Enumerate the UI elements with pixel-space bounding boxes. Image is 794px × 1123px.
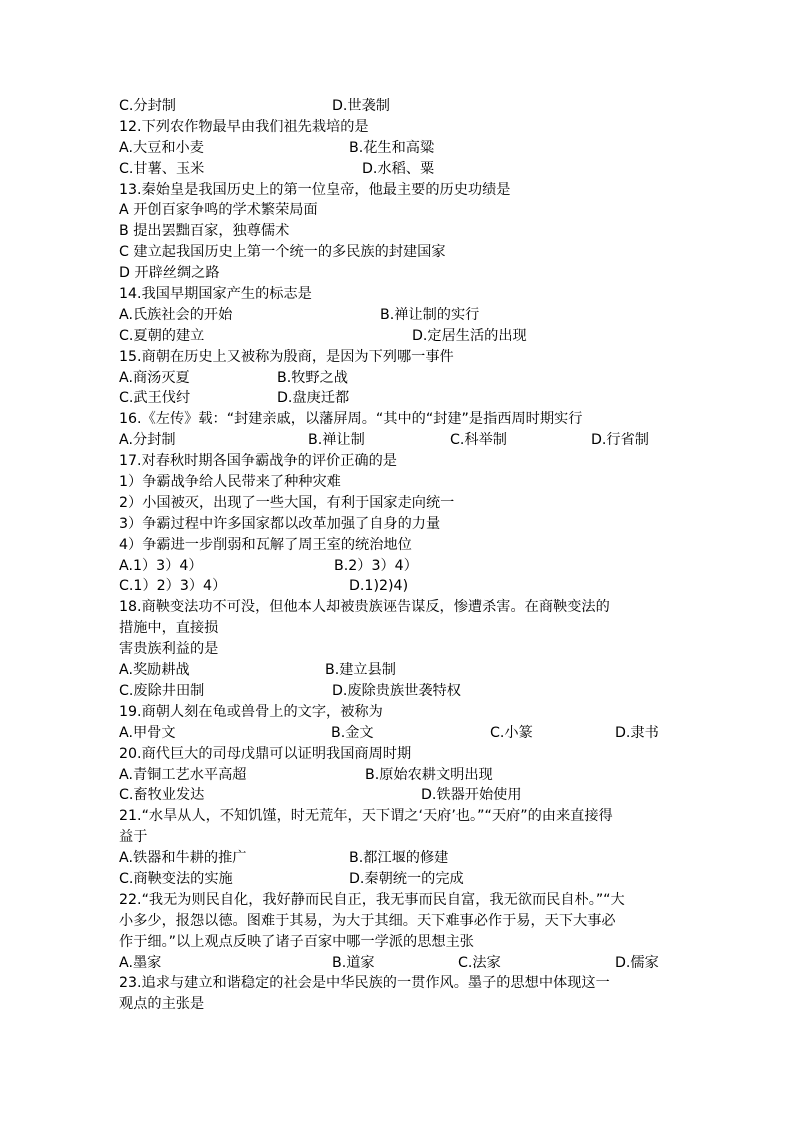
q18-options-row-1 [119, 660, 679, 681]
q17-statement-3: 3）争霸过程中许多国家都以改革加强了自身的力量 [119, 515, 441, 532]
q17-statement-1: 1）争霸战争给人民带来了种种灾难 [119, 474, 341, 491]
q18-stem-line-2: 措施中，直接损 [119, 620, 219, 637]
q12-option-b: B.花生和高粱 [349, 139, 435, 156]
q22-option-b: B.道家 [332, 954, 375, 971]
q15-option-d: D.盘庚迁都 [277, 390, 350, 407]
q13-option-c: C 建立起我国历史上第一个统一的多民族的封建国家 [119, 244, 446, 261]
q17-stem: 17.对春秋时期各国争霸战争的评价正确的是 [119, 453, 397, 470]
q18-stem-line-3: 害贵族利益的是 [119, 641, 219, 658]
q21-stem-line-1: 21.“水旱从人，不知饥馑，时无荒年，天下谓之‘天府’也。”“天府”的由来直接得 [119, 808, 613, 825]
q16-option-d: D.行省制 [591, 432, 649, 449]
q17-option-c: C.1）2）3）4） [119, 578, 227, 595]
q15-option-b: B.牧野之战 [277, 369, 348, 386]
q17-option-b: B.2）3）4） [334, 557, 418, 574]
q18-option-d: D.废除贵族世袭特权 [332, 682, 461, 699]
q22-option-a: A.墨家 [119, 954, 162, 971]
q19-options-row [119, 723, 679, 744]
q15-stem: 15.商朝在历史上又被称为殷商，是因为下列哪一事件 [119, 348, 454, 365]
q14-options-row-2 [119, 326, 679, 347]
q19-stem: 19.商朝人刻在龟或兽骨上的文字，被称为 [119, 703, 383, 720]
q22-stem-line-3: 作于细。”以上观点反映了诸子百家中哪一学派的思想主张 [119, 933, 474, 950]
q23-stem-line-2: 观点的主张是 [119, 996, 205, 1013]
q19-option-a: A.甲骨文 [119, 724, 176, 741]
q20-option-b: B.原始农耕文明出现 [365, 766, 493, 783]
q18-stem-line-1: 18.商鞅变法功不可没，但他本人却被贵族诬告谋反，惨遭杀害。在商鞅变法的 [119, 599, 610, 616]
q12-option-c: C.甘薯、玉米 [119, 160, 205, 177]
q20-option-c: C.畜牧业发达 [119, 787, 205, 804]
q20-option-d: D.铁器开始使用 [421, 787, 522, 804]
q22-stem-line-1: 22.“我无为则民自化，我好静而民自正，我无事而民自富，我无欲而民自朴。”“大 [119, 891, 625, 908]
q13-stem: 13.秦始皇是我国历史上的第一位皇帝，他最主要的历史功绩是 [119, 181, 511, 198]
q16-stem: 16.《左传》载：“封建亲戚，以藩屏周。“其中的“封建”是指西周时期实行 [119, 411, 583, 428]
q22-stem-line-2: 小多少，报怨以德。图难于其易，为大于其细。天下难事必作于易，天下大事必 [119, 912, 616, 929]
q11-option-c: C.分封制 [119, 98, 176, 114]
q18-option-b: B.建立县制 [325, 662, 396, 679]
q17-options-row-2 [119, 576, 679, 597]
q17-option-a: A.1）3）4） [119, 557, 203, 574]
q17-statement-4: 4）争霸进一步削弱和瓦解了周王室的统治地位 [119, 536, 412, 553]
q11-options-row [119, 96, 679, 117]
q22-options-row [119, 953, 679, 974]
q13-option-b: B 提出罢黜百家，独尊儒术 [119, 223, 290, 240]
q14-option-b: B.禅让制的实行 [380, 306, 480, 323]
q15-option-a: A.商汤灭夏 [119, 369, 190, 386]
q13-option-a: A 开创百家争鸣的学术繁荣局面 [119, 202, 318, 219]
q16-option-c: C.科举制 [450, 432, 507, 449]
q23-stem-line-1: 23.追求与建立和谐稳定的社会是中华民族的一贯作风。墨子的思想中体现这一 [119, 975, 610, 992]
q21-stem-line-2: 益于 [119, 829, 148, 846]
q18-option-a: A.奖励耕战 [119, 662, 190, 679]
q17-options-row-1 [119, 556, 679, 577]
q12-stem: 12.下列农作物最早由我们祖先栽培的是 [119, 118, 369, 135]
exam-page [119, 96, 679, 1015]
q21-options-row-1 [119, 848, 679, 869]
q19-option-b: B.金文 [331, 724, 374, 741]
q19-option-c: C.小篆 [490, 724, 533, 741]
q14-stem: 14.我国早期国家产生的标志是 [119, 286, 312, 303]
q15-options-row-1 [119, 368, 679, 389]
q21-option-a: A.铁器和牛耕的推广 [119, 850, 247, 867]
q22-option-c: C.法家 [458, 954, 501, 971]
q16-option-a: A.分封制 [119, 432, 176, 449]
q15-option-c: C.武王伐纣 [119, 390, 191, 407]
q18-option-c: C.废除井田制 [119, 682, 205, 699]
q20-options-row-2 [119, 785, 679, 806]
q19-option-d: D.隶书 [615, 724, 659, 741]
q12-options-row-2 [119, 159, 679, 180]
q22-option-d: D.儒家 [615, 954, 659, 971]
q17-statement-2: 2）小国被灭，出现了一些大国，有利于国家走向统一 [119, 494, 455, 511]
q12-option-d: D.水稻、粟 [362, 160, 435, 177]
q14-options-row-1 [119, 305, 679, 326]
q21-option-d: D.秦朝统一的完成 [349, 870, 464, 887]
q20-stem: 20.商代巨大的司母戊鼎可以证明我国商周时期 [119, 745, 412, 762]
q15-options-row-2 [119, 388, 679, 409]
q21-option-b: B.都江堰的修建 [349, 850, 449, 867]
q18-options-row-2 [119, 681, 679, 702]
q16-option-b: B.禅让制 [308, 432, 365, 449]
q21-option-c: C.商鞅变法的实施 [119, 870, 233, 887]
q13-option-d: D 开辟丝绸之路 [119, 265, 220, 282]
q12-option-a: A.大豆和小麦 [119, 139, 204, 156]
q14-option-a: A.氏族社会的开始 [119, 306, 233, 323]
q11-option-d: D.世袭制 [332, 98, 390, 114]
q21-options-row-2 [119, 869, 679, 890]
q20-options-row-1 [119, 765, 679, 786]
q17-option-d: D.1)2)4) [349, 578, 409, 595]
q14-option-d: D.定居生活的出现 [412, 327, 527, 344]
q20-option-a: A.青铜工艺水平高超 [119, 766, 247, 783]
q14-option-c: C.夏朝的建立 [119, 327, 205, 344]
q12-options-row-1 [119, 138, 679, 159]
q16-options-row [119, 430, 679, 451]
